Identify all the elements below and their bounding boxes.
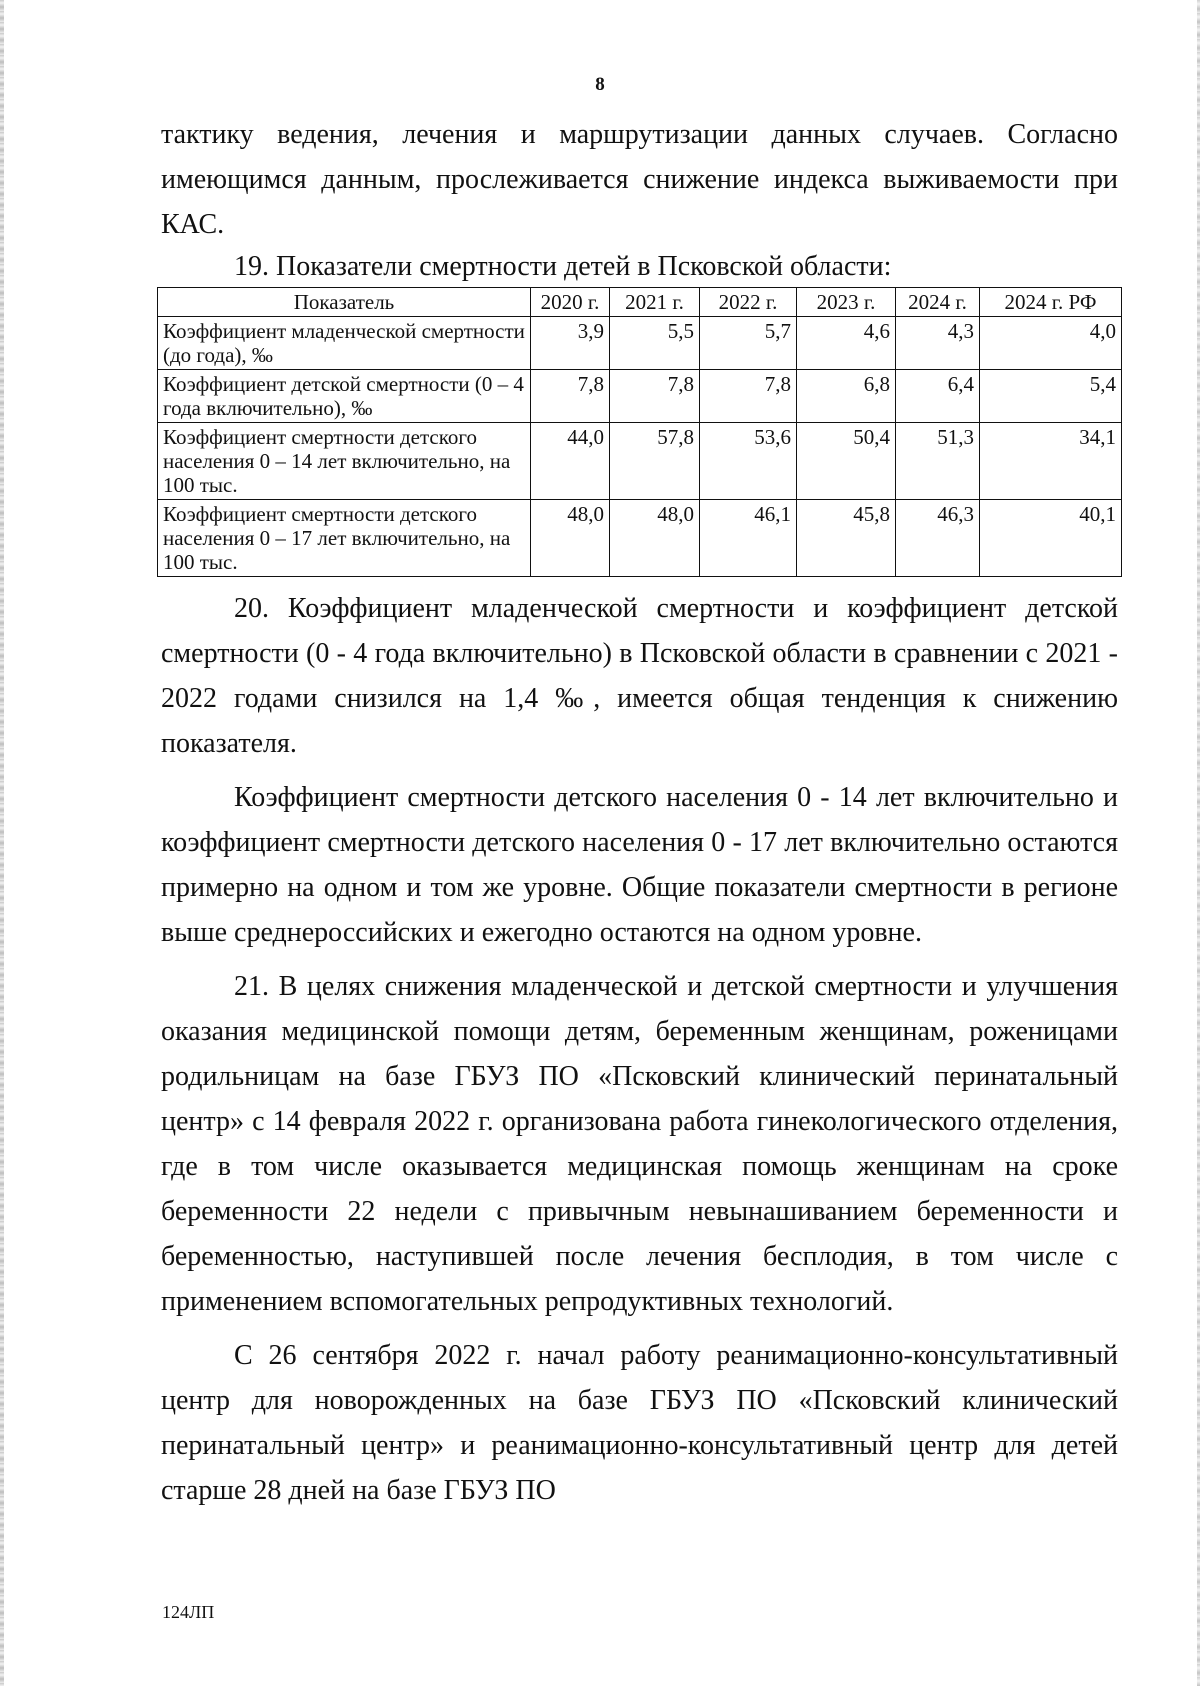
paragraph: 21. В целях снижения младенческой и детской смертности и улучшения оказания медицинской помощи детям, беременным женщинам, роженицами родильницам на базе ГБУЗ ПО «Псковский клинический перинатальный центр» с 14 февраля 2022 г. организована работа гинекологического отделения, где в том числе оказывается медицинская помощь женщинам на сроке беременности 22 недели с привычным невынашиванием беременности и беременностью, наступившей после лечения бесплодия, в том числе с применением вспомогательных репродуктивных технологий. — [161, 971, 1118, 1317]
table-cell: 48,0 — [531, 500, 610, 577]
table-cell: 53,6 — [700, 423, 797, 500]
table-cell: 3,9 — [531, 317, 610, 370]
table-cell: 45,8 — [797, 500, 896, 577]
table-cell: 57,8 — [610, 423, 700, 500]
table-cell: 48,0 — [610, 500, 700, 577]
table-row — [158, 370, 1122, 423]
table-cell: 5,4 — [980, 370, 1122, 423]
table-cell: 4,3 — [896, 317, 980, 370]
paragraph: 20. Коэффициент младенческой смертности и коэффициент детской смертности (0 - 4 года включительно) в Псковской области в сравнении с 2021 - 2022 годами снизился на 1,4 ‰, имеется общая тенденция к снижению показателя. — [161, 593, 1118, 759]
table-cell: 5,5 — [610, 317, 700, 370]
column-header: Показатель — [158, 288, 531, 317]
row-label: Коэффициент смертности детского населения 0 – 14 лет включительно, на 100 тыс. — [158, 423, 531, 500]
column-header: 2022 г. — [700, 288, 797, 317]
table-cell: 6,4 — [896, 370, 980, 423]
table-cell: 40,1 — [980, 500, 1122, 577]
table-cell: 7,8 — [700, 370, 797, 423]
column-header: 2020 г. — [531, 288, 610, 317]
column-header: 2024 г. РФ — [980, 288, 1122, 317]
row-label: Коэффициент младенческой смертности (до года), ‰ — [158, 317, 531, 370]
table-cell: 34,1 — [980, 423, 1122, 500]
table-cell: 44,0 — [531, 423, 610, 500]
table-cell: 6,8 — [797, 370, 896, 423]
document-body — [161, 112, 1118, 1513]
table-cell: 7,8 — [610, 370, 700, 423]
paragraph: Коэффициент смертности детского населения 0 - 14 лет включительно и коэффициент смертности детского населения 0 - 17 лет включительно остаются примерно на одном и том же уровне. Общие показатели смертности в регионе выше среднероссийских и ежегодно остаются на одном уровне. — [161, 782, 1118, 948]
column-header: 2023 г. — [797, 288, 896, 317]
paragraph-continuation: тактику ведения, лечения и маршрутизации данных случаев. Согласно имеющимся данным, прослеживается снижение индекса выживаемости при КАС. — [161, 119, 1118, 240]
table-cell: 4,6 — [797, 317, 896, 370]
table-cell: 46,3 — [896, 500, 980, 577]
document-code: 124ЛП — [162, 1602, 215, 1622]
column-header: 2024 г. — [896, 288, 980, 317]
row-label: Коэффициент смертности детского населения 0 – 17 лет включительно, на 100 тыс. — [158, 500, 531, 577]
table-row — [158, 500, 1122, 577]
paragraph: С 26 сентября 2022 г. начал работу реанимационно-консультативный центр для новорожденных на базе ГБУЗ ПО «Псковский клинический перинатальный центр» и реанимационно-консультативный центр для детей старше 28 дней на базе ГБУЗ ПО — [161, 1340, 1118, 1506]
column-header: 2021 г. — [610, 288, 700, 317]
table-cell: 7,8 — [531, 370, 610, 423]
table-cell: 5,7 — [700, 317, 797, 370]
table-row — [158, 423, 1122, 500]
table-row — [158, 317, 1122, 370]
mortality-table — [157, 287, 1122, 577]
row-label: Коэффициент детской смертности (0 – 4 года включительно), ‰ — [158, 370, 531, 423]
table-caption: 19. Показатели смертности детей в Псковской области: — [234, 251, 892, 282]
table-cell: 4,0 — [980, 317, 1122, 370]
table-header-row — [158, 288, 1122, 317]
table-cell: 51,3 — [896, 423, 980, 500]
table-cell: 46,1 — [700, 500, 797, 577]
table-cell: 50,4 — [797, 423, 896, 500]
scan-edge-left — [0, 0, 4, 1686]
page-number: 8 — [595, 74, 605, 95]
